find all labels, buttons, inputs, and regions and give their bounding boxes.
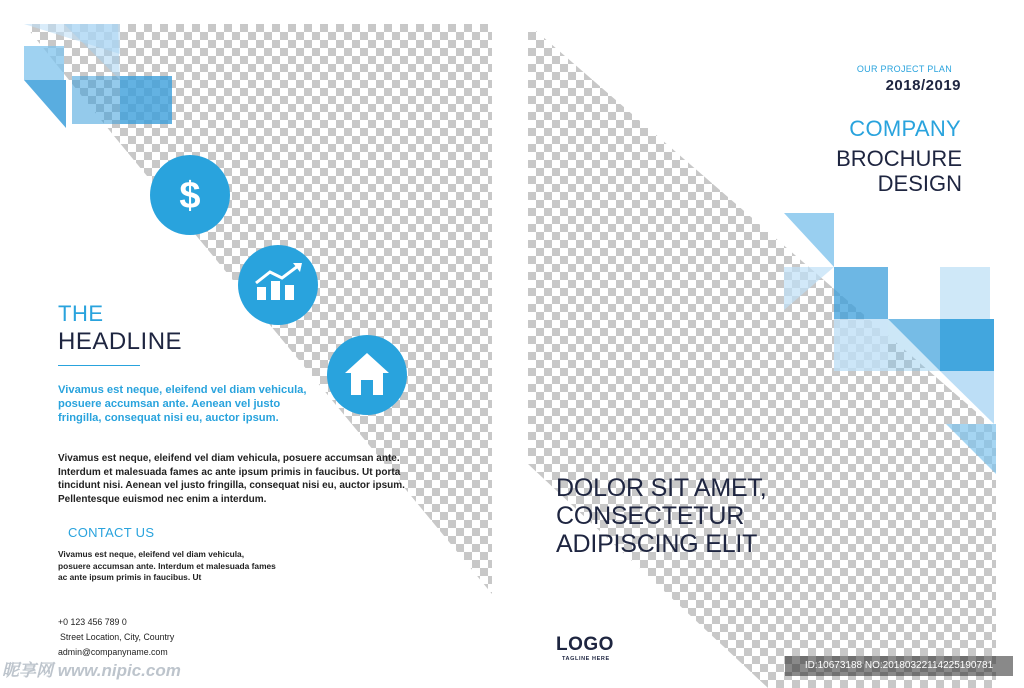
contact-phone: +0 123 456 789 0: [58, 617, 127, 627]
right-page: [528, 24, 996, 688]
id-watermark: ID:10673188 NO:20180322114225190781: [785, 656, 1013, 676]
contact-email: admin@companyname.com: [58, 647, 168, 657]
growth-chart-icon: [238, 245, 318, 325]
cover-design: DESIGN: [877, 171, 962, 196]
left-page: [24, 24, 492, 688]
body-paragraph: Vivamus est neque, eleifend vel diam vehicula, posuere accumsan ante. Interdum et malesuada fames ac ante ipsum primis in faucibus. Ut porta tincidunt nisi. Aenean vel justo fringilla, consequat nisi eu, auctor ipsum. Pellentesque euismod nec enim a interdum.: [58, 453, 405, 505]
lead-paragraph: Vivamus est neque, eleifend vel diam vehicula, posuere accumsan ante. Aenean vel justo fringilla, consequat nisi eu, auctor ipsum.: [58, 384, 307, 424]
headline-divider: [58, 365, 140, 366]
contact-street: Street Location, City, Country: [60, 632, 175, 642]
home-icon: [327, 335, 407, 415]
headline-the: THE: [58, 301, 104, 326]
logo-tagline: TAGLINE HERE: [562, 656, 610, 662]
headline-title: HEADLINE: [58, 328, 183, 355]
svg-text:$: $: [179, 175, 201, 217]
project-year: 2018/2019: [885, 77, 961, 94]
site-watermark: 昵享网 www.nipic.com: [2, 661, 181, 680]
contact-heading: CONTACT US: [68, 525, 155, 540]
cover-tagline-line-2: CONSECTETUR: [556, 502, 745, 530]
left-white-diagonal: [24, 24, 492, 688]
contact-paragraph: Vivamus est neque, eleifend vel diam vehicula, posuere accumsan ante. Interdum et malesuada fames ac ante ipsum primis in faucibus. Ut: [58, 549, 276, 582]
cover-brochure: BROCHURE: [836, 146, 962, 171]
project-plan-label: OUR PROJECT PLAN: [856, 64, 952, 74]
cover-company: COMPANY: [849, 116, 961, 141]
company-logo: LOGO: [556, 634, 614, 655]
dollar-icon: [150, 155, 230, 235]
cover-tagline-line-1: DOLOR SIT AMET,: [556, 474, 767, 502]
cover-tagline-line-3: ADIPISCING ELIT: [556, 530, 758, 558]
